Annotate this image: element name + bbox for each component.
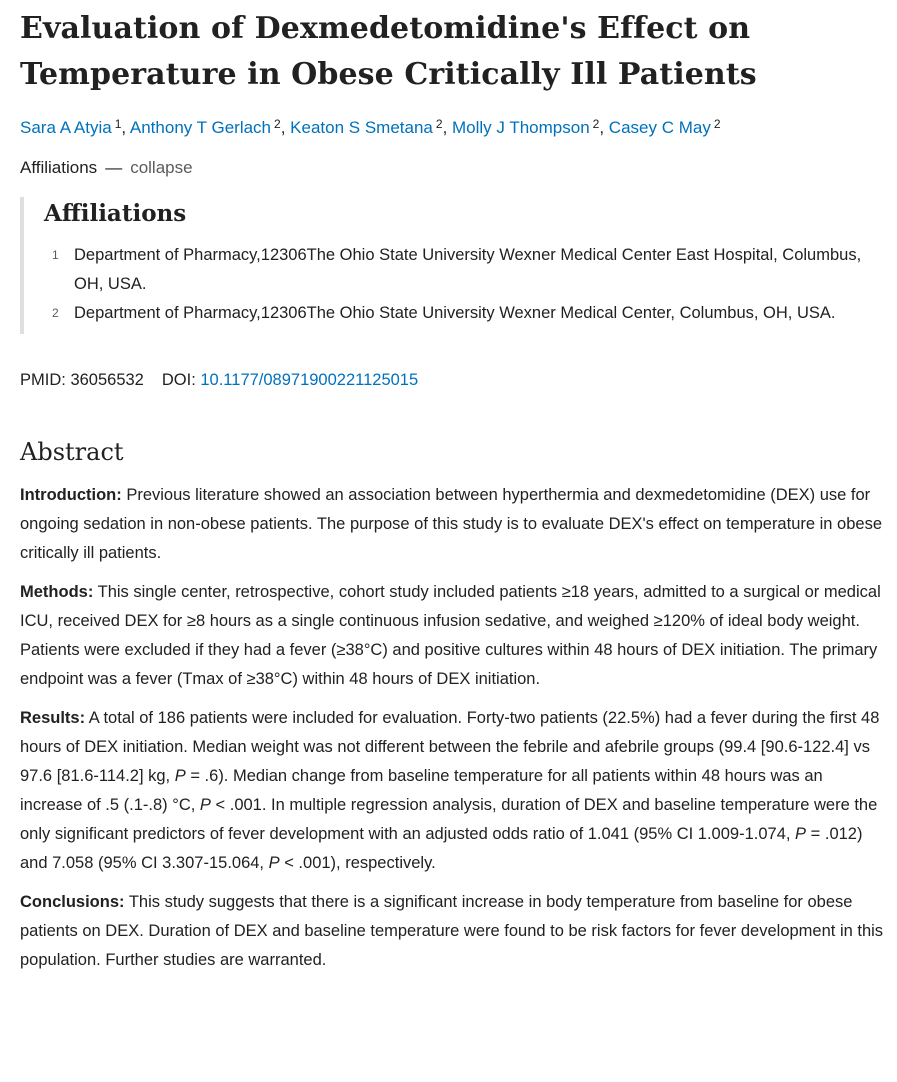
affiliation-number: 1: [52, 248, 59, 262]
results-text: < .001), respectively.: [279, 854, 436, 872]
results-text: = .012) and 7.058 (95% CI 3.307-15.064,: [20, 825, 863, 872]
affiliation-item: [44, 299, 884, 328]
article-page: [20, 6, 884, 985]
p-value-symbol: P: [174, 767, 186, 785]
author-affiliation-number[interactable]: 2: [435, 117, 443, 131]
results-label: Results:: [20, 709, 86, 727]
results-text: = .6). Median change from baseline temperature for all patients within 48 hours was an increase of .5 (.1-.8) °C,: [20, 767, 823, 814]
abstract-conclusions: [20, 888, 884, 975]
author-link[interactable]: Anthony T Gerlach: [129, 118, 272, 137]
author-affiliation-number[interactable]: 1: [114, 117, 122, 131]
author-affiliation-number[interactable]: 2: [274, 117, 281, 131]
introduction-text: Previous literature showed an association between hyperthermia and dexmedetomidine (DEX) use for ongoing sedation in non-obese patients. The purpose of this study is to evaluate DEX's effect on temperature in obese critically ill patients.: [20, 486, 883, 562]
conclusions-label: Conclusions:: [20, 893, 125, 911]
conclusions-text: This study suggests that there is a significant increase in body temperature from baseline for obese patients on DEX. Duration of DEX and baseline temperature were found to be risk factors for fever development in this population. Further studies are warranted.: [20, 893, 884, 969]
author-affiliation-number[interactable]: 2: [592, 117, 600, 131]
affiliations-toggle-label: Affiliations: [20, 158, 98, 177]
article-identifiers: [20, 368, 884, 392]
author-link[interactable]: Keaton S Smetana: [290, 118, 433, 137]
p-value-symbol: P: [199, 796, 211, 814]
results-text: A total of 186 patients were included for evaluation. Forty-two patients (22.5%) had a fever during the first 48 hours of DEX initiation. Median weight was not different between the febrile and afebrile groups (99.4 [90.6-122.4] vs 97.6 [81.6-114.2] kg,: [20, 709, 880, 785]
affiliations-heading: Affiliations: [44, 200, 187, 227]
collapse-affiliations-button[interactable]: collapse: [130, 158, 193, 177]
doi-link[interactable]: 10.1177/08971900221125015: [200, 371, 419, 389]
affiliation-number: 2: [52, 306, 59, 320]
methods-label: Methods:: [20, 583, 94, 601]
results-text: < .001. In multiple regression analysis, duration of DEX and baseline temperature were the only significant predictors of fever development with an adjusted odds ratio of 1.041 (95% CI 1.009-1.074,: [20, 796, 878, 843]
article-title: Evaluation of Dexmedetomidine's Effect on Temperature in Obese Critically Ill Patients: [20, 11, 757, 92]
affiliation-item: [44, 241, 884, 299]
introduction-label: Introduction:: [20, 486, 122, 504]
author-link[interactable]: Casey C May: [608, 118, 711, 137]
pmid-value: 36056532: [70, 371, 144, 389]
author-list: Sara A Atyia $^1$, Anthony T Gerlach $^2$, Keaton S Smetana $^2$, Molly J Thompson $^2$, Casey C May $^2$: [20, 117, 721, 137]
affiliations-toggle-dash: —: [105, 158, 123, 177]
pmid-label: PMID:: [20, 371, 66, 389]
author-link[interactable]: Sara A Atyia: [20, 118, 112, 137]
affiliations-list: [44, 241, 884, 328]
affiliations-panel: [20, 197, 884, 334]
author-link[interactable]: Molly J Thompson: [452, 118, 590, 137]
author-affiliation-number[interactable]: 2: [713, 117, 721, 131]
affiliation-text: Department of Pharmacy,12306The Ohio State University Wexner Medical Center East Hospital, Columbus, OH, USA.: [74, 246, 862, 293]
abstract-heading: Abstract: [20, 438, 124, 466]
affiliations-toggle-row: [20, 157, 884, 179]
abstract-introduction: [20, 481, 884, 568]
abstract-results: [20, 704, 884, 878]
doi-label: DOI:: [161, 371, 196, 389]
affiliation-text: Department of Pharmacy,12306The Ohio State University Wexner Medical Center, Columbus, OH, USA.: [74, 304, 836, 322]
p-value-symbol: P: [268, 854, 280, 872]
methods-text: This single center, retrospective, cohort study included patients ≥18 years, admitted to a surgical or medical ICU, received DEX for ≥8 hours as a single continuous infusion sedative, and weighed ≥120% of ideal body weight. Patients were excluded if they had a fever (≥38°C) and positive cultures within 48 hours of DEX initiation. The primary endpoint was a fever (Tmax of ≥38°C) within 48 hours of DEX initiation.: [20, 583, 881, 688]
p-value-symbol: P: [795, 825, 807, 843]
abstract-methods: [20, 578, 884, 694]
